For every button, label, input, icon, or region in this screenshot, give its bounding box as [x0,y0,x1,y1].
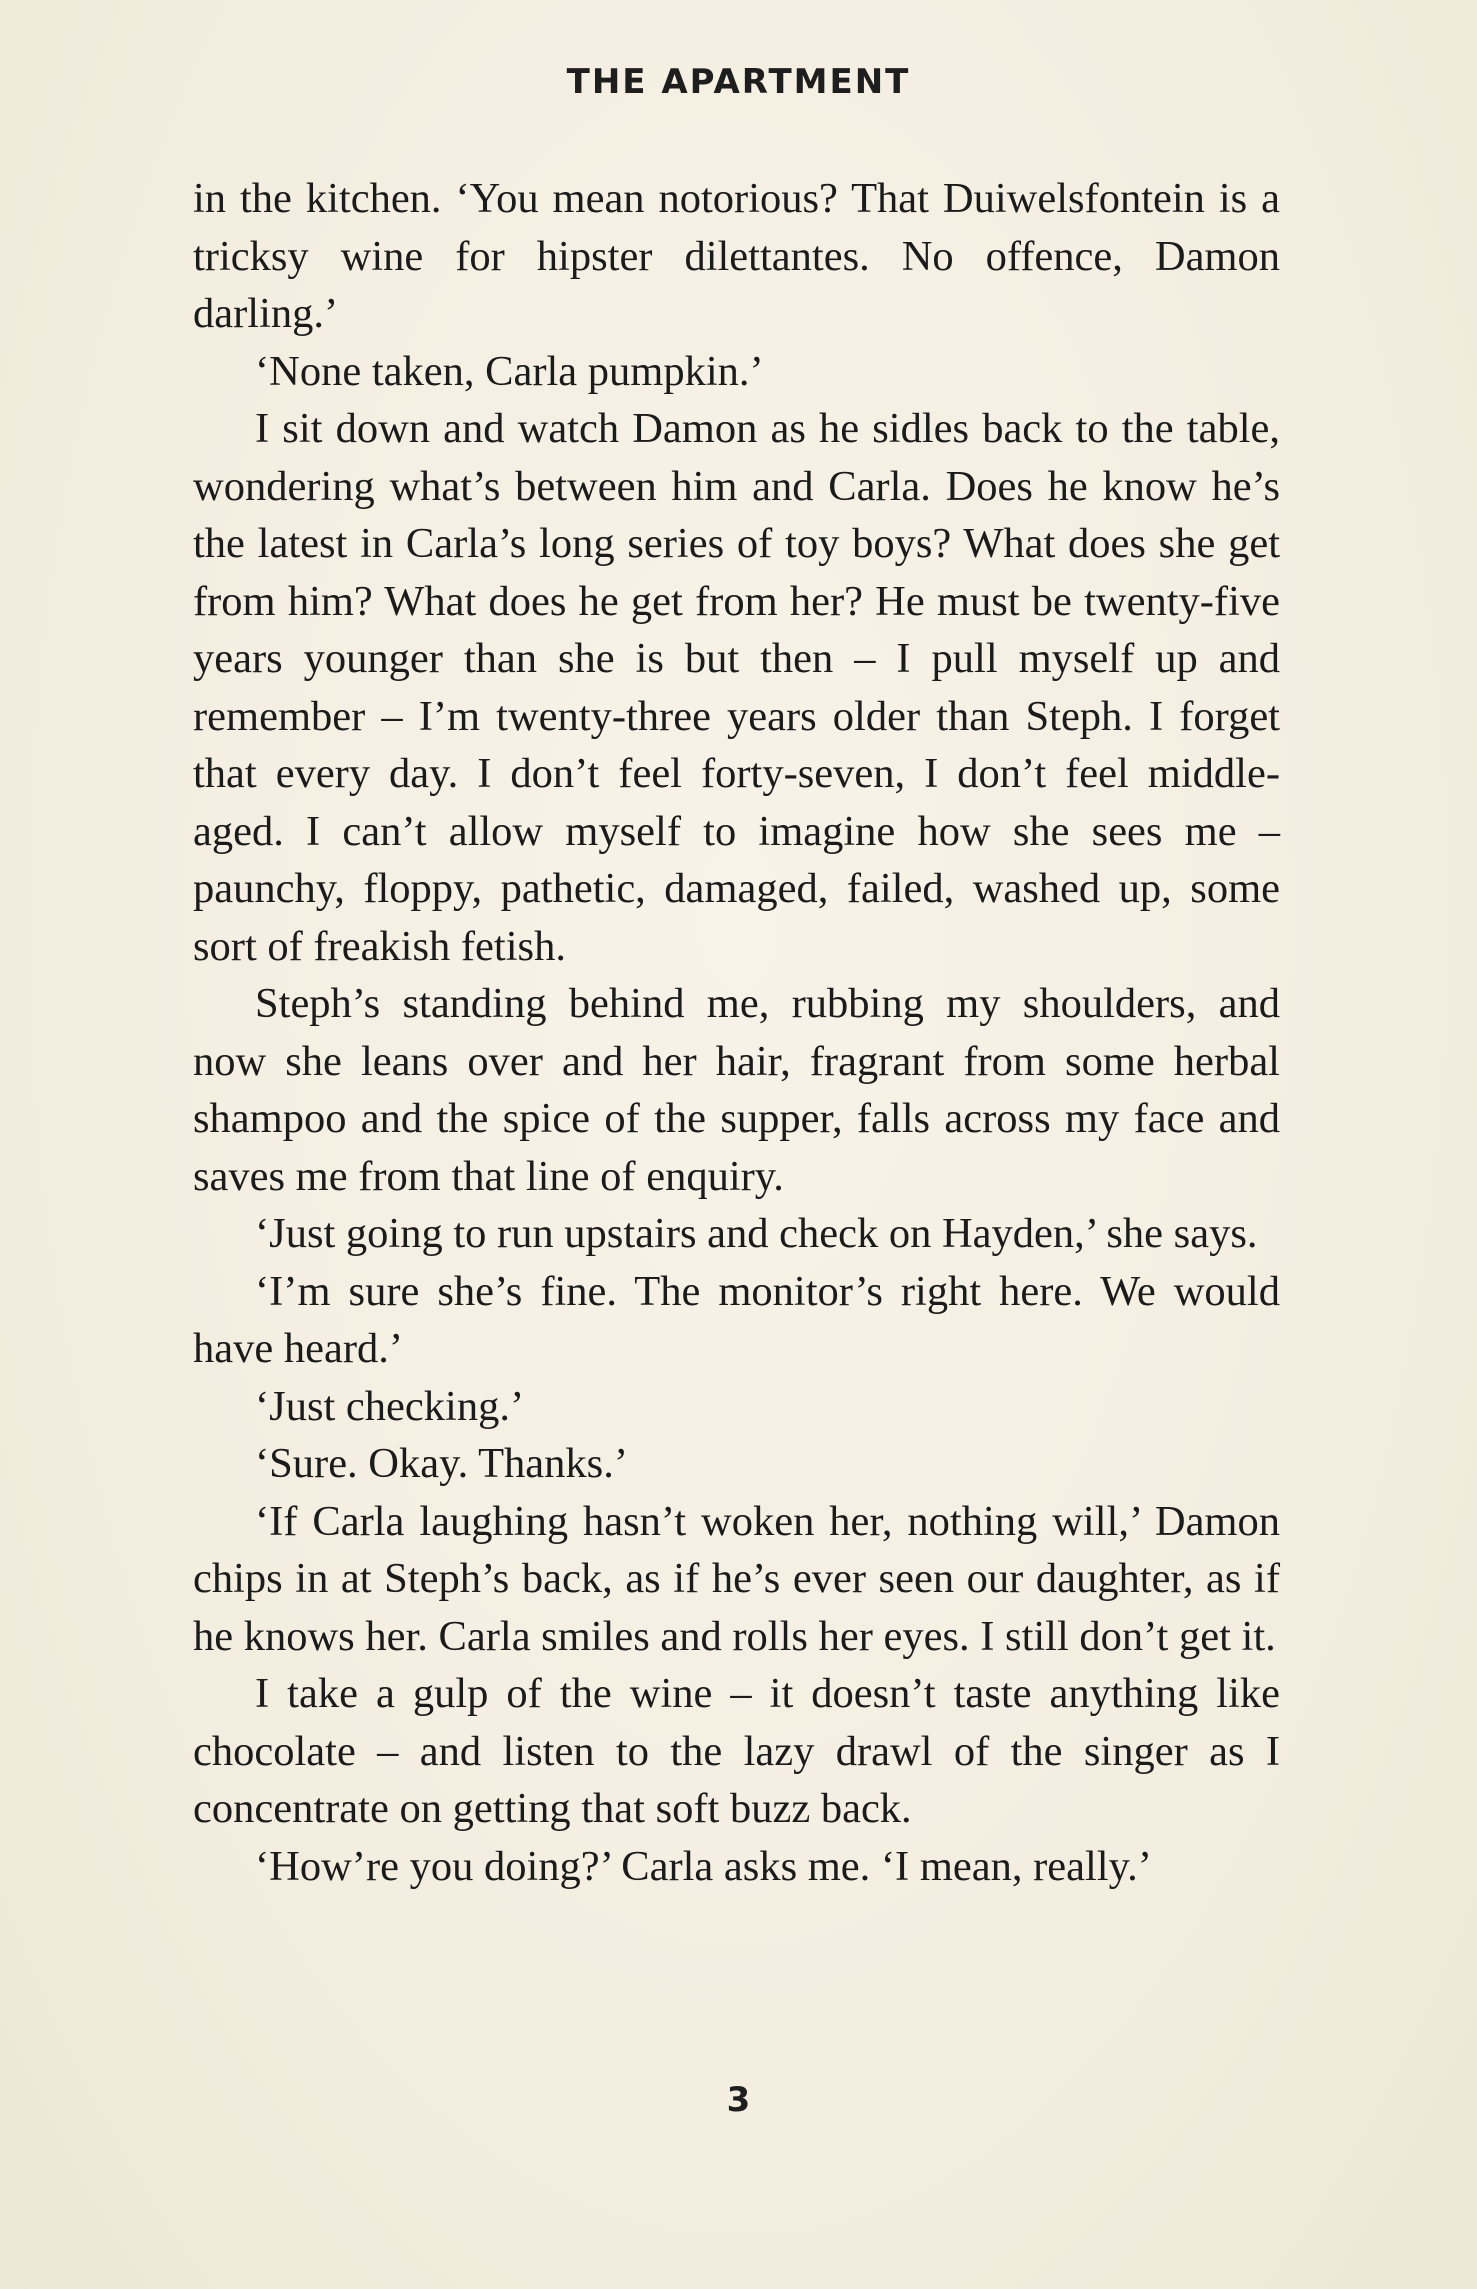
paragraph-9: ‘If Carla laughing hasn’t woken her, nothing will,’ Damon chips in at Steph’s back, as if he’s ever seen our daughter, as if he knows her. Carla smiles and rolls her eyes. I still don’t get it. [193,1497,1280,1660]
paragraph-5: ‘Just going to run upstairs and check on Hayden,’ she says. [255,1210,1258,1257]
paragraph-10: I take a gulp of the wine – it doesn’t taste anything like chocolate – and listen to the lazy drawl of the singer as I concentrate on getting that soft buzz back. [193,1670,1280,1832]
page-number: 3 [726,2080,751,2120]
paragraph-6: ‘I’m sure she’s fine. The monitor’s right here. We would have heard.’ [193,1267,1280,1372]
paragraph-7: ‘Just checking.’ [255,1382,525,1430]
paragraph-4: Steph’s standing behind me, rubbing my shoulders, and now she leans over and her hair, fragrant from some herbal shampoo and the spice of the supper, falls across my face and saves me from that line of enquiry. [193,980,1280,1200]
paragraph-8: ‘Sure. Okay. Thanks.’ [255,1440,628,1487]
paragraph-3: I sit down and watch Damon as he sidles back to the table, wondering what’s between him and Carla. Does he know he’s the latest in Carla’s long series of toy boys? What does she get from him? What does he get from her? He must be twenty-five years younger than she is but then – I pull myself up and remember – I’m twenty-three years older than Steph. I forget that every day. I don’t feel forty-seven, I don’t feel middle-aged. I can’t allow myself to imagine how she sees me – paunchy, floppy, pathetic, damaged, failed, washed up, some sort of freakish fetish. [193,405,1280,970]
paragraph-2: ‘None taken, Carla pumpkin.’ [255,347,764,395]
paragraph-1: in the kitchen. ‘You mean notorious? That Duiwelsfontein is a tricksy wine for hipster dilettantes. No offence, Damon darling.’ [193,175,1280,337]
paragraph-11: ‘How’re you doing?’ Carla asks me. ‘I mean, really.’ [255,1842,1152,1890]
running-head: THE APARTMENT [566,62,911,102]
body-text [193,170,1280,1895]
